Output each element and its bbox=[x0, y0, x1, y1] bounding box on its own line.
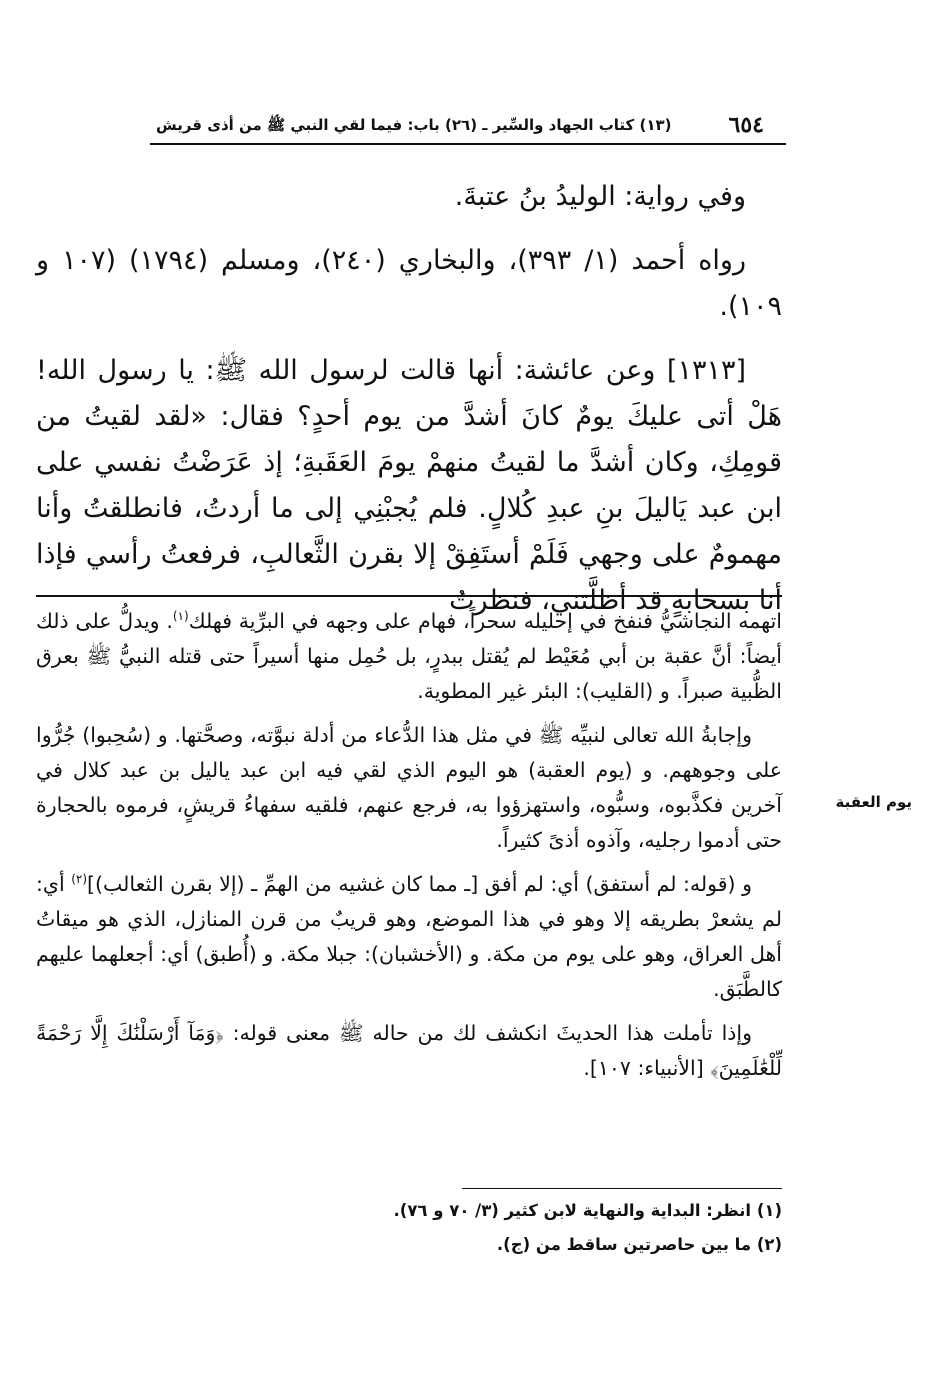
footnote: (٢) ما بين حاصرتين ساقط من (ج). bbox=[496, 1235, 782, 1254]
hadith-source: رواه أحمد (١/ ٣٩٣)، والبخاري (٢٤٠)، ومسلم (١٧٩٤) (١٠٧ و ١٠٩). bbox=[36, 245, 782, 322]
footnote-marker[interactable]: (١) bbox=[172, 609, 189, 624]
text-divider bbox=[36, 595, 782, 597]
footnotes bbox=[36, 1194, 782, 1262]
footnote-rule bbox=[462, 1188, 782, 1189]
running-head: (١٣) كتاب الجهاد والسِّير ـ (٢٦) باب: فيما لقي النبي ﷺ من أذى قريش bbox=[156, 116, 672, 134]
footnote-marker[interactable]: (٢) bbox=[71, 872, 88, 887]
commentary-paragraph bbox=[36, 604, 782, 709]
commentary-text: أي: لم يشعرْ بطريقه إلا وهو في هذا الموضع، وهو قريبٌ من قرن المنازل، الذي هو ميقاتُ أهل العراق، وهو على يوم من مكة. و (الأخشبان): جبلا مكة. و (أُطبق) أي: أجعلهما عليهم كالطَّبَق. bbox=[36, 872, 782, 1001]
page-header bbox=[150, 112, 786, 142]
commentary-text: و (قوله: لم أستفق) أي: لم أفق [ـ مما كان غشيه من الهمِّ ـ (إلا بقرن الثعالب)] bbox=[87, 872, 752, 896]
narration-variant: وفي رواية: الوليدُ بنُ عتبةَ. bbox=[454, 181, 746, 212]
margin-note: يوم العقبة bbox=[835, 793, 912, 811]
commentary-text: اتهمه النجاشيُّ فنفخ في إحليله سحراً، فهام على وجهه في البرِّية فهلك bbox=[188, 609, 782, 633]
commentary-paragraph bbox=[36, 867, 782, 1007]
commentary bbox=[36, 604, 782, 1086]
page-number: ٦٥٤ bbox=[728, 112, 764, 138]
hadith-1313: [١٣١٣] وعن عائشة: أنها قالت لرسول الله ﷺ: يا رسول الله! هَلْ أتى عليكَ يومٌ كانَ أشدَّ من يوم أحدٍ؟ فقال: «لقد لقيتُ من قومِكِ، وكان أشدَّ ما لقيتُ منهمْ يومَ العَقَبةِ؛ إذ عَرَضْتُ نفسي على ابن عبد يَاليلَ بنِ عبدِ كُلالٍ. فلم يُجبْنِي إلى ما أردتُ، فانطلقتُ وأنا مهمومٌ على وجهي فَلَمْ أستَفِقْ إلا بقرن الثَّعالبِ، فرفعتُ رأسي فإذا أنا بسحابةٍ قد أظلَّتني، فنظرتُ bbox=[36, 355, 782, 616]
commentary-paragraph: وإذا تأملت هذا الحديثَ انكشف لك من حاله ﷺ معنى قوله: ﴿وَمَآ أَرْسَلْنَٰكَ إِلَّا رَحْمَةً لِّلْعَٰلَمِينَ﴾ [الأنبياء: ١٠٧]. bbox=[36, 1021, 782, 1080]
footnote: (١) انظر: البداية والنهاية لابن كثير (٣/ ٧٠ و ٧٦). bbox=[393, 1201, 782, 1220]
commentary-text: . ويدلُّ على ذلك أيضاً: أنَّ عقبة بن أبي مُعَيْط لم يُقتل ببدرٍ، بل حُمِل منها أسيراً حتى قتله النبيُّ ﷺ بعرق الظُّبية صبراً. و (القليب): البئر غير المطوية. bbox=[36, 609, 782, 703]
header-rule bbox=[150, 143, 786, 145]
commentary-paragraph: وإجابةُ الله تعالى لنبيِّه ﷺ في مثل هذا الدُّعاء من أدلة نبوَّته، وصحَّتها. و (سُحِبوا) جُرُّوا على وجوههم. و (يوم العقبة) هو اليوم الذي لقي فيه ابن عبد ياليل بن عبد كلال في آخرين فكذَّبوه، وسبُّوه، واستهزؤوا به، فرجع عنهم، فلقيه سفهاءُ قريشٍ، فرموه بالحجارة حتى أدموا رجليه، وآذوه أذىً كثيراً. bbox=[36, 723, 782, 852]
hadith-text bbox=[36, 174, 782, 624]
